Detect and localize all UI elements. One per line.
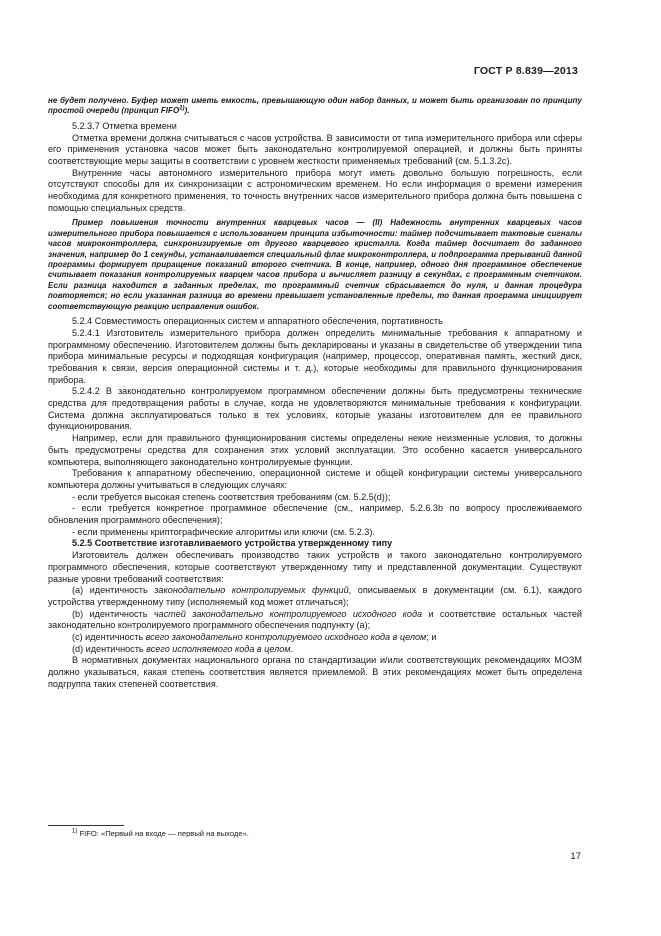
paragraph-timestamp: Отметка времени должна считываться с часов устройства. В зависимости от типа измерительного прибора или сферы его применения установка часов может быть законодательно контролируемой операцией, и должны быть приняты соответствующие меры защиты в соответствии с уровнем жесткости применяемых требований (см. 5.1.3.2c). — [48, 132, 582, 166]
example-quartz-clock: Пример повышения точности внутренних кварцевых часов — (II) Надежность внутренних кварцевых часов измерительного прибора повышается с использованием принципа избыточности: таймер подсчитывает тактовые сигналы часов микроконтроллера, синхронизируемые от другого кварцевого кристалла. Когда таймер досчитает до заданного значения, например до 1 секунды, устанавливается специальный флаг микроконтроллера, и подпрограмма прерываний данной программы формирует приращение показаний второго счетчика. В конце, например, одного дня программное обеспечение считывает показания контролируемых кварцем часов прибора и вычисляет разницу в секундах, с программным счетчиком. Если разница находится в заданных пределах, то программный счетчик сбрасывается до нуля, и данная процедура повторяется; но если указанная разница во времени превышает установленные пределы, то данная программа инициирует соответствующую реакцию исправления ошибок. — [48, 218, 582, 311]
footnote-mark: 1) — [72, 828, 78, 835]
paragraph-5-2-4-1: 5.2.4.1 Изготовитель измерительного прибора должен определить минимальные требования к аппаратному и программному обеспечению. Изготовителем должны быть декларированы и указаны в свидетельстве об утверждении типа прибора минимальные ресурсы и подходящая конфигурация (например, процессор, оперативная память, жесткий диск, требования к связи, версия операционной системы и т. д.), которые необходимы для правильного функционирования прибора. — [48, 327, 582, 385]
paragraph-national-documents: В нормативных документах национального органа по стандартизации и/или соответствующих рекомендациях МОЗМ должно указываться, какая степень соответствия является приемлемой. В этих рекомендациях может быть определена подгруппа таких степеней соответствия. — [48, 655, 582, 689]
paragraph-5-2-5: Изготовитель должен обеспечивать производство таких устройств и такого законодательно контролируемого программного обеспечения, которые соответствуют утвержденному типу и представленной документации. Существуют разные уровни требований соответствия: — [48, 550, 582, 584]
list-item-b: (b) идентичность частей законодательно контролируемого исходного кода и соответствие остальных частей законодательно контролируемого программного обеспечения подпункту (a); — [48, 608, 582, 631]
list-item: - если требуется конкретное программное обеспечение (см., например, 5.2.6.3b по вопросу прослеживаемого обновления программного обеспечения); — [48, 503, 582, 526]
paragraph-5-2-4-2: 5.2.4.2 В законодательно контролируемом программном обеспечении должны быть предусмотрены технические средства для предотвращения работы в случае, когда не удовлетворяются минимальные требования к конфигурации. Система должна эксплуатироваться только в тех условиях, которые указаны изготовителем для ее правильного функционирования. — [48, 386, 582, 432]
paragraph-requirements-intro: Требования к аппаратному обеспечению, операционной системе и общей конфигурации системы универсального компьютера должны учитываться в следующих случаях: — [48, 468, 582, 490]
document-header: ГОСТ Р 8.839—2013 — [473, 65, 578, 77]
list-item-a: (a) идентичность законодательно контролируемых функций, описываемых в документации (см. 6.1), каждого устройства утвержденному типу (исполняемый код может отличаться); — [48, 585, 582, 607]
list-item: - если применены криптографические алгоритмы или ключи (см. 5.2.3). — [72, 526, 375, 537]
paragraph-example-conditions: Например, если для правильного функционирования системы определены некие неизменные условия, то должны быть предусмотрены средства для сохранения этих условий эксплуатации. Это особенно касается универсального компьютера, выполняющего законодательно контролируемые функции. — [48, 433, 582, 467]
list-item-c: (c) идентичность всего законодательно контролируемого исходного кода в целом; и — [72, 632, 437, 643]
footnote-divider — [48, 825, 124, 826]
list-item-d: (d) идентичность всего исполняемого кода в целом. — [72, 643, 294, 654]
list-item: - если требуется высокая степень соответствия требованиям (см. 5.2.5(d)); — [72, 491, 391, 502]
section-heading-5-2-5: 5.2.5 Соответствие изготавливаемого устройства утвержденному типу — [72, 538, 393, 549]
footnote: $^{1)}$ FIFO: «Первый на входе — первый на выходе». — [72, 828, 249, 838]
footnote-ref: 1) — [179, 105, 185, 112]
paragraph-internal-clock: Внутренние часы автономного измерительного прибора могут иметь довольно большую погрешность, если отсутствуют способы для их синхронизации с астрономическим временем. Но если информация о времени измерения необходима для конкретного применения, то точность внутренних часов измерительного прибора должна быть повышена с помощью специальных средств. — [48, 167, 582, 213]
section-heading-5-2-3-7: 5.2.3.7 Отметка времени — [72, 120, 177, 131]
paragraph-fifo-buffer: не будет получено. Буфер может иметь емкость, превышающую один набор данных, и может быть организован по принципу простой очереди (принцип FIFO$^{1)}$). — [48, 96, 582, 116]
section-heading-5-2-4: 5.2.4 Совместимость операционных систем и аппаратного обеспечения, портативность — [72, 316, 443, 327]
page-body — [48, 96, 582, 691]
page-number: 17 — [570, 851, 581, 862]
